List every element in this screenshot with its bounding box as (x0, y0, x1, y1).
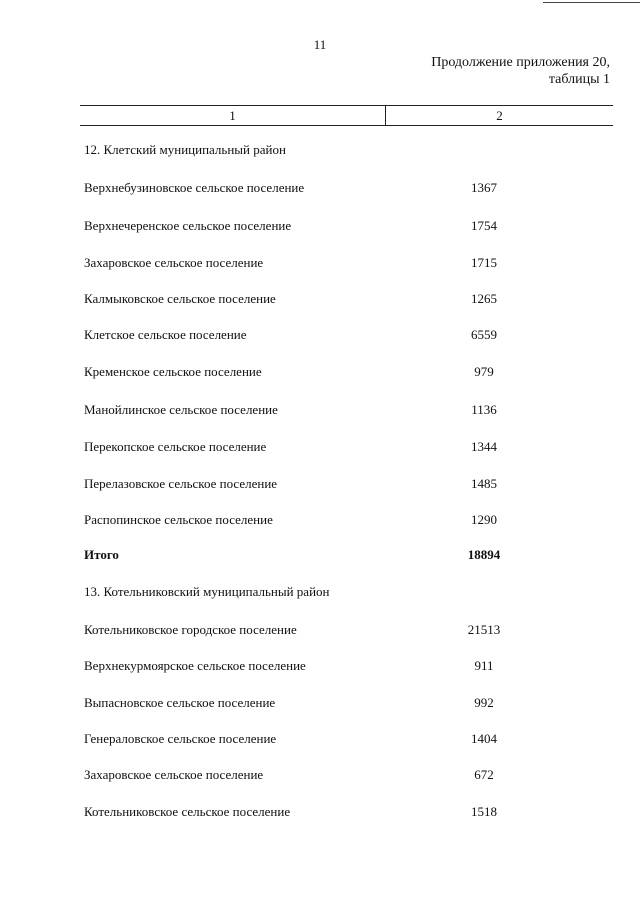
table-row (84, 179, 524, 197)
table-row (84, 438, 524, 456)
settlement-value: 6559 (471, 327, 497, 342)
settlement-value: 1265 (471, 291, 497, 306)
settlement-value: 911 (474, 658, 494, 673)
settlement-value: 1715 (471, 255, 497, 270)
table-header-top-border (80, 105, 613, 106)
table-row (84, 326, 524, 344)
settlement-value: 1404 (471, 731, 497, 746)
settlement-name: Котельниковское сельское поселение (84, 804, 291, 819)
table-row (84, 363, 524, 381)
settlement-value: 979 (474, 364, 494, 379)
table-row (84, 511, 524, 529)
settlement-name: Манойлинское сельское поселение (84, 402, 278, 417)
settlement-value: 1485 (471, 476, 497, 491)
total-value: 18894 (467, 547, 501, 562)
column-header-2: 2 (496, 108, 503, 123)
table-row (84, 621, 524, 639)
table-row (84, 657, 524, 675)
settlement-value: 992 (474, 695, 494, 710)
table-row (84, 290, 524, 308)
table-header-bottom-border (80, 125, 613, 126)
settlement-name: Верхнебузиновское сельское поселение (84, 180, 305, 195)
settlement-name: Генераловское сельское поселение (84, 731, 277, 746)
settlement-name: Верхнекурмоярское сельское поселение (84, 658, 306, 673)
column-header-1: 1 (229, 108, 236, 123)
table-row (84, 401, 524, 419)
table-row (84, 217, 524, 235)
settlement-name: Выпасновское сельское поселение (84, 695, 276, 710)
settlement-value: 1290 (471, 512, 497, 527)
settlement-value: 1754 (471, 218, 497, 233)
total-label: Итого (84, 547, 119, 562)
settlement-name: Верхнечеренское сельское поселение (84, 218, 292, 233)
settlement-name: Перелазовское сельское поселение (84, 476, 278, 491)
table-row (84, 694, 524, 712)
total-row (84, 546, 524, 564)
table-row (84, 254, 524, 272)
settlement-name: Калмыковское сельское поселение (84, 291, 276, 306)
settlement-value: 1367 (471, 180, 497, 195)
table-row (84, 475, 524, 493)
settlement-value: 1136 (471, 402, 497, 417)
top-edge-line (543, 2, 640, 3)
table-row (84, 730, 524, 748)
section-title: 13. Котельниковский муниципальный район (84, 584, 330, 599)
settlement-value: 672 (474, 767, 494, 782)
settlement-value: 1344 (471, 439, 497, 454)
continuation-line-1: Продолжение приложения 20, (431, 55, 610, 70)
settlement-name: Клетское сельское поселение (84, 327, 247, 342)
continuation-line-2: таблицы 1 (548, 72, 610, 87)
settlement-name: Кременское сельское поселение (84, 364, 262, 379)
settlement-name: Распопинское сельское поселение (84, 512, 273, 527)
settlement-value: 1518 (471, 804, 497, 819)
table-row (84, 766, 524, 784)
settlement-name: Перекопское сельское поселение (84, 439, 267, 454)
table-row (84, 803, 524, 821)
settlement-name: Котельниковское городское поселение (84, 622, 297, 637)
page-number: 11 (313, 37, 327, 52)
settlement-value: 21513 (467, 622, 501, 637)
section-title: 12. Клетский муниципальный район (84, 142, 286, 157)
settlement-name: Захаровское сельское поселение (84, 255, 264, 270)
settlement-name: Захаровское сельское поселение (84, 767, 264, 782)
